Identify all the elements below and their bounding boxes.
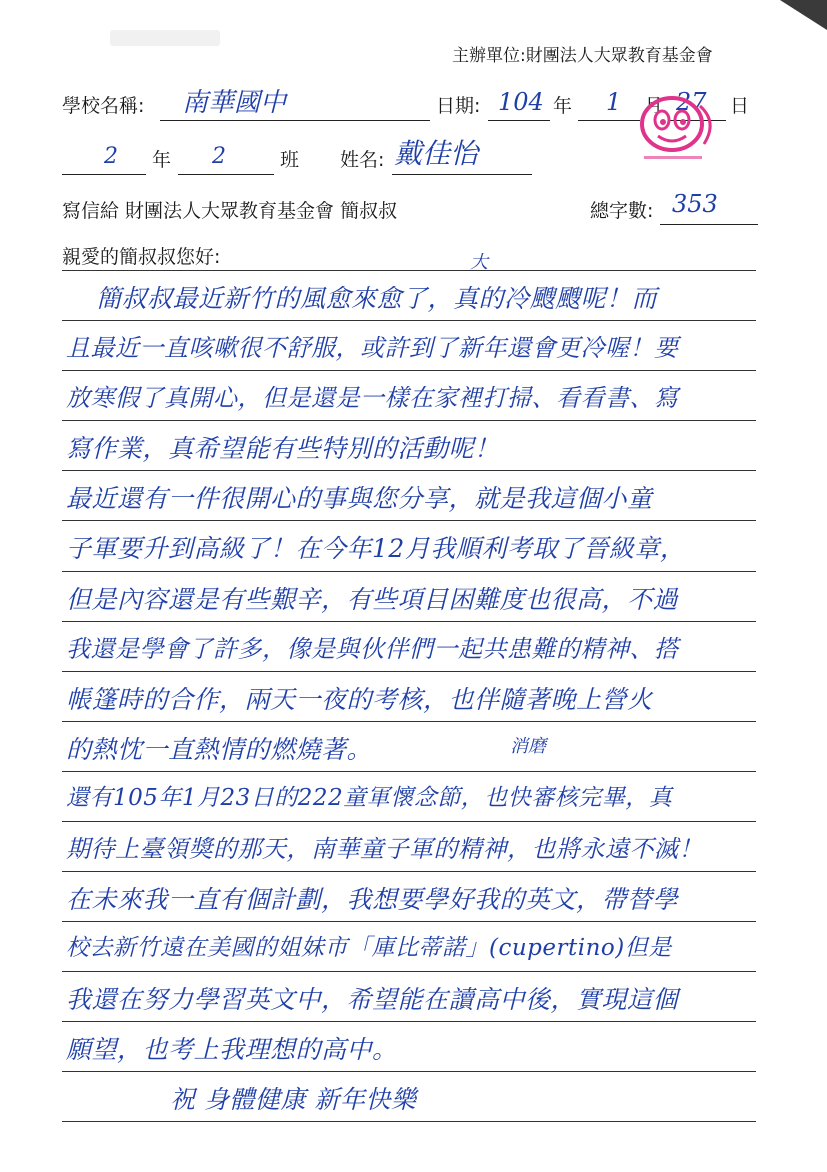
- name-label: 姓名:: [340, 149, 385, 171]
- ruled-line: [62, 871, 756, 872]
- ruled-line: [62, 370, 756, 371]
- ruled-line: [62, 721, 756, 722]
- ruled-line: [62, 1021, 756, 1022]
- day-value: 27: [676, 88, 707, 116]
- letter-line: 但是內容還是有些艱辛，有些項目困難度也很高，不過: [66, 585, 679, 614]
- insert-mark-mid: 消磨: [510, 736, 546, 757]
- folded-corner-icon: [780, 0, 827, 30]
- year-value: 104: [498, 88, 544, 116]
- ruled-line: [62, 571, 756, 572]
- ruled-line: [62, 470, 756, 471]
- wordcount-value: 353: [672, 190, 718, 218]
- organizer-text: 主辦單位:財團法人大眾教育基金會: [452, 46, 713, 66]
- letter-line: 最近還有一件很開心的事與您分享，就是我這個小童: [66, 484, 653, 513]
- grade-unit: 年: [152, 149, 172, 171]
- ruled-line: [62, 270, 756, 271]
- letter-line: 我還在努力學習英文中，希望能在讀高中後，實現這個: [66, 985, 679, 1014]
- smiley-stamp-icon: [632, 88, 724, 170]
- school-label: 學校名稱:: [62, 95, 145, 117]
- ruled-line: [62, 1071, 756, 1072]
- wordcount-underline: [660, 224, 758, 225]
- letter-line: 在未來我一直有個計劃，我想要學好我的英文，帶替學: [66, 885, 679, 914]
- letter-line: 帳篷時的合作，兩天一夜的考核，也伴隨著晚上營火: [66, 685, 653, 714]
- grade-underline: [62, 174, 146, 175]
- ruled-line: [62, 320, 756, 321]
- month-underline: [578, 120, 640, 121]
- letter-line: 還有105年1月23日的222童軍懷念節，也快審核完畢，真: [66, 785, 673, 811]
- salutation: 親愛的簡叔叔您好:: [62, 246, 221, 268]
- school-underline: [160, 120, 430, 121]
- letter-line: 子軍要升到高級了！在今年12月我順利考取了晉級章，: [66, 534, 686, 563]
- class-underline: [178, 174, 274, 175]
- letter-line: 校去新竹遠在美國的姐妹市「庫比蒂諾」(cupertino)但是: [66, 935, 672, 961]
- ruled-line: [62, 1121, 756, 1122]
- insert-mark-top: 大: [470, 252, 488, 273]
- year-unit: 年: [553, 95, 573, 117]
- ruled-line: [62, 821, 756, 822]
- ruled-line: [62, 771, 756, 772]
- month-unit: 月: [644, 95, 664, 117]
- ruled-line: [62, 420, 756, 421]
- scan-smudge: [110, 30, 220, 46]
- ruled-line: [62, 671, 756, 672]
- name-underline: [392, 174, 532, 175]
- ruled-line: [62, 971, 756, 972]
- letter-line: 簡叔叔最近新竹的風愈來愈了，真的冷颼颼呢！而: [96, 284, 658, 313]
- class-value: 2: [212, 144, 226, 169]
- letter-line: 的熱忱一直熱情的燃燒著。: [66, 735, 373, 764]
- letter-line: 且最近一直咳嗽很不舒服，或許到了新年還會更冷喔！要: [66, 334, 679, 362]
- letter-line: 願望，也考上我理想的高中。: [66, 1035, 398, 1064]
- letter-line: 我還是學會了許多，像是與伙伴們一起共患難的精神、搭: [66, 635, 679, 663]
- school-value: 南華國中: [182, 88, 287, 118]
- letter-line: 期待上臺領獎的那天，南華童子軍的精神，也將永遠不滅！: [66, 835, 703, 863]
- name-value: 戴佳怡: [394, 137, 479, 170]
- wordcount-label: 總字數:: [590, 200, 654, 222]
- date-label: 日期:: [436, 95, 481, 117]
- year-underline: [488, 120, 550, 121]
- ruled-line: [62, 921, 756, 922]
- recipient-line: 寫信給 財團法人大眾教育基金會 簡叔叔: [62, 200, 398, 222]
- grade-value: 2: [104, 144, 118, 169]
- class-unit: 班: [280, 149, 300, 171]
- letter-line: 寫作業，真希望能有些特別的活動呢！: [66, 434, 500, 463]
- day-unit: 日: [730, 95, 750, 117]
- ruled-line: [62, 520, 756, 521]
- closing-line: 祝 身體健康 新年快樂: [170, 1085, 417, 1114]
- month-value: 1: [606, 88, 622, 116]
- ruled-line: [62, 621, 756, 622]
- letter-line: 放寒假了真開心，但是還是一樣在家裡打掃、看看書、寫: [66, 384, 679, 412]
